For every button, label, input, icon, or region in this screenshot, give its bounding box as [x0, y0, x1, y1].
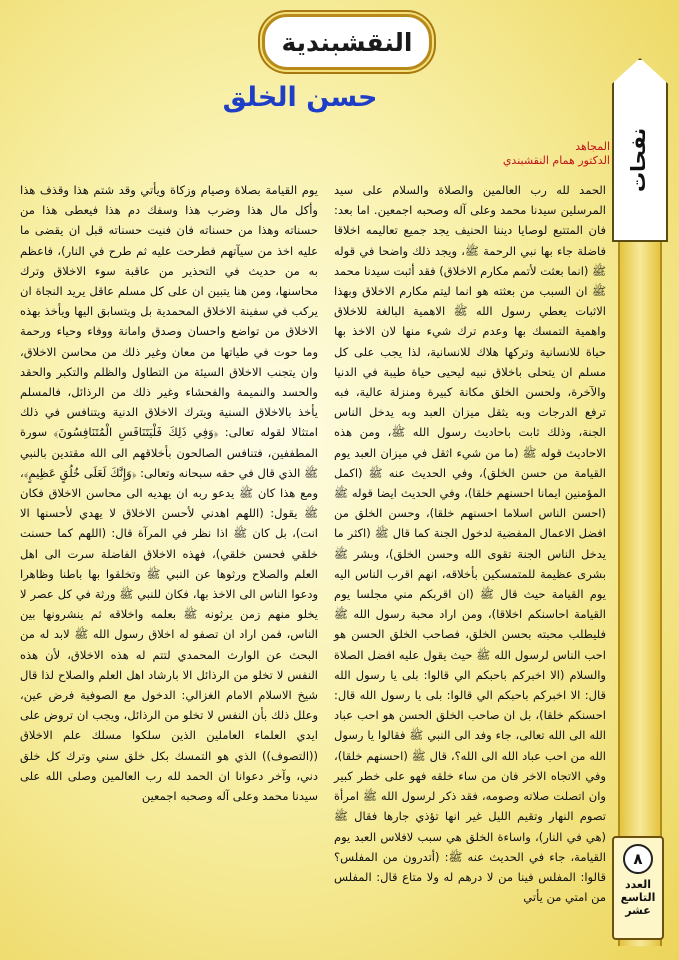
- magazine-name: النقشبندية: [281, 27, 413, 57]
- body-column-right: [334, 180, 606, 950]
- issue-number: ٨: [623, 844, 653, 874]
- article-title: حسن الخلق: [222, 82, 378, 113]
- issue-label-line1: العدد: [624, 878, 652, 891]
- issue-label: [621, 878, 656, 917]
- author-role: المجاهد: [575, 140, 610, 153]
- body-column-left: [20, 180, 318, 950]
- magazine-banner: [262, 14, 432, 70]
- issue-box: [612, 836, 664, 940]
- section-tab-inner: [620, 88, 656, 232]
- issue-label-line3: عشر: [625, 904, 651, 917]
- article-author: [440, 140, 610, 168]
- issue-label-line2: التاسع: [620, 891, 656, 904]
- section-label: نفحات: [626, 128, 650, 192]
- body-text-right: الحمد لله رب العالمين والصلاة والسلام على سيد المرسلين سيدنا محمد وعلى آله وصحبه اجمعين. اما بعد: فان المتتبع لوصايا ديننا الحنيف يجد جميع تعاليمه اخلاقا فاضلة جاء بها نبي الرحمة ﷺ، ويجد ذلك واضحا في قوله ﷺ (انما بعثت لأتمم مكارم الاخلاق) فقد أثبت سيدنا محمد ﷺ ان السبب من بعثته هو انما ليتم مكارم الاخلاق وبهذا الاثبات يعطي رسول الله ﷺ الاهمية البالغة للاخلاق واهمية التمسك بها وعدم ترك شيء منها لان الاخذ بها حياة للانسانية وتركها هلاك للانسانية، لذا يجب على كل مسلم ان يتحلى باخلاق نبيه ليحيى حياة طيبة في الدنيا والآخرة، ولحسن الخلق مكانة كبيرة ومنزلة عالية، فبه ترفع الدرجات وبه يثقل ميزان العبد وبه يدخل الناس الجنة، وذلك ثابت باحاديث رسول الله ﷺ، ومن هذه الاحاديث قوله ﷺ (ما من شيء اثقل في ميزان العبد يوم القيامة من حسن الخلق)، وفي الحديث عنه ﷺ (اكمل المؤمنين ايمانا احسنهم خلقا)، وفي الحديث ايضا قوله ﷺ (احسن الناس اسلاما احسنهم خلقا)، وحسن الخلق من افضل الاعمال المفضية لدخول الجنة كما قال ﷺ (اكثر ما يدخل الناس الجنة تقوى الله وحسن الخلق)، وبشر ﷺ بشرى عظيمة للمتمسكين بأخلاقه، انهم اقرب الناس اليه يوم القيامة حيث قال ﷺ (ان اقربكم مني مجلسا يوم القيامة احاسنكم اخلاقا)، ومن اراد محبة رسول الله ﷺ فليطلب محبته بحسن الخلق، فصاحب الخلق الحسن هو احب الناس لرسول الله ﷺ حيث يقول عليه افضل الصلاة والسلام (الا اخبركم باحبكم الي قالوا: بلى يا رسول الله قال: الا اخبركم باحبكم الي قالوا: بلى يا رسول الله قال: احسنكم خلقا)، بل ان صاحب الخلق الحسن هو احب عباد الله الى الله تعالى، جاء وفد الى النبي ﷺ فقالوا يا رسول الله من احب عباد الله الى الله؟، قال ﷺ (احسنهم خلقا)، وفي الاتجاه الاخر فان من ساء خلقه فهو على خطر كبير وان اتصلت صلاته وصومه، فقد ذكر لرسول الله ﷺ امرأة تصوم النهار وتقيم الليل غير انها تؤذي جارها فقال ﷺ (هي في النار)، واساءة الخلق هي سبب لافلاس العبد يوم القيامة، جاء في الحديث عنه ﷺ: (أتدرون من المفلس؟ قالوا: المفلس فينا من لا درهم له ولا متاع قال: المفلس من امتي من يأتي: [334, 183, 606, 905]
- body-text-left: يوم القيامة بصلاة وصيام وزكاة ويأتي وقد شتم هذا وقذف هذا وأكل مال هذا وضرب هذا وسفك دم هذا فيعطى هذا من حسناته وهذا من حسناته فان فنيت حسناته قبل ان يقضى ما عليه اخذ من سيآتهم فطرحت عليه ثم طرح في النار)، فاعظم به من حديث في التحذير من عاقبة سوء الاخلاق وترك محاسنها، ومن هنا يتبين ان على كل مسلم عاقل يريد النجاة ان يركب في سفينة الاخلاق المحمدية بل ويتسابق اليها ويأخذ بهذه الاخلاق من تواضع واحسان وصدق وامانة ووفاء وحياء ورحمة وما حوت في طياتها من معان وغير ذلك من محاسن الاخلاق، وان يتجنب الاخلاق السيئة من التطاول والظلم والتكبر والحقد والحسد والنميمة والفحشاء وغير ذلك من الرذائل، فالمسلم يأخذ بالاخلاق السنية ويترك الاخلاق الدنية ويتنافس في ذلك امتثالا لقوله تعالى: ﴿وَفِي ذَلِكَ فَلْيَتَنَافَسِ الْمُتَنَافِسُونَ﴾ سورة المطففين، فتنافس الصالحون بأخلاقهم الى الله مقتدين بالنبي ﷺ الذي قال في حقه سبحانه وتعالى: ﴿وَإِنَّكَ لَعَلَى خُلُقٍ عَظِيمٍ﴾، ومع هذا كان ﷺ يدعو ربه ان يهديه الى محاسن الاخلاق فكان ﷺ يقول: (اللهم اهدني لأحسن الاخلاق لا يهدي لأحسنها الا انت)، بل كان ﷺ اذا نظر في المرآة قال: (اللهم كما حسنت خلقي فحسن خلقي)، فهذه الاخلاق الفاضلة سرت الى اهل العلم والصلاح ورثوها عن النبي ﷺ وتخلقوا بها باطنا وظاهرا ودعوا الناس الى الاخذ بها، فكان للنبي ﷺ ورثة في كل عصر لا يخلو منهم زمن يرثونه ﷺ بعلمه واخلاقه ثم ينشرونها بين الناس، فمن اراد ان تصفو له اخلاق رسول الله ﷺ لابد له من البحث عن الوارث المحمدي لتتم له هذه الاخلاق، لأن هذه النفس لا تخلو من الرذائل الا بارشاد اهل العلم والصلاح لذا قال شيخ الاسلام الامام الغزالي: الدخول مع الصوفية فرض عين، وعلل ذلك بأن النفس لا تخلو من الرذائل، ويجب ان تروض على ايدي العلماء العاملين الذين سلكوا مسلك علم الاخلاق ((التصوف)) الذي هو التمسك بكل خلق سني وترك كل خلق دني، وآخر دعوانا ان الحمد لله رب العالمين وصلى الله على سيدنا محمد وعلى آله وصحبه اجمعين: [20, 183, 318, 804]
- author-name: الدكتور همام النقشبندي: [502, 154, 610, 167]
